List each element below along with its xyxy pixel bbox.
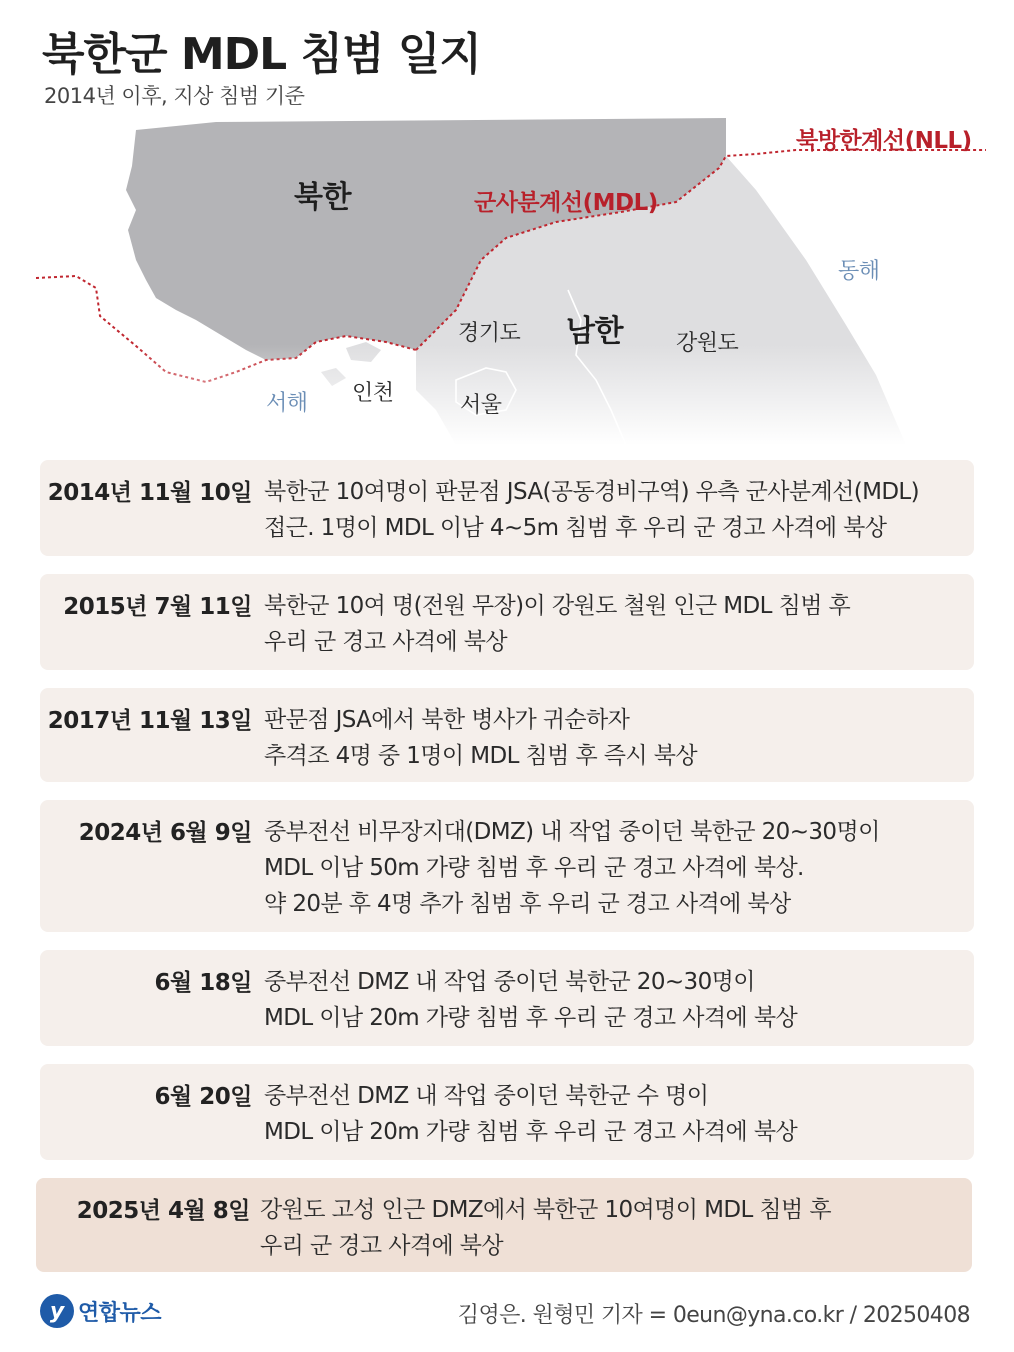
mdl-label: 군사분계선(MDL) <box>474 190 658 216</box>
south-korea-label: 남한 <box>566 314 623 349</box>
event-card <box>40 950 974 1046</box>
event-line: 중부전선 비무장지대(DMZ) 내 작업 중이던 북한군 20~30명이 <box>264 819 880 845</box>
incheon-label: 인천 <box>352 381 394 406</box>
event-description <box>264 588 964 660</box>
event-description <box>260 1192 960 1264</box>
west-sea-label: 서해 <box>266 391 308 416</box>
event-line: 중부전선 DMZ 내 작업 중이던 북한군 20~30명이 <box>264 969 755 995</box>
event-line: 추격조 4명 중 1명이 MDL 침범 후 즉시 북상 <box>264 743 697 769</box>
event-card <box>40 460 974 556</box>
event-line: MDL 이남 20m 가량 침범 후 우리 군 경고 사격에 북상 <box>264 1005 798 1031</box>
korea-border-map <box>36 110 986 445</box>
event-date: 2014년 11월 10일 <box>47 480 252 506</box>
east-sea-label: 동해 <box>838 259 880 284</box>
event-description <box>264 964 964 1036</box>
event-card <box>40 574 974 670</box>
north-korea-label: 북한 <box>294 180 351 215</box>
seoul-label: 서울 <box>460 393 502 418</box>
gyeonggi-label: 경기도 <box>458 321 521 346</box>
event-date: 6월 20일 <box>154 1084 252 1110</box>
event-date: 2017년 11월 13일 <box>47 708 252 734</box>
event-description <box>264 474 964 546</box>
event-line: 중부전선 DMZ 내 작업 중이던 북한군 수 명이 <box>264 1083 709 1109</box>
event-line: 북한군 10여명이 판문점 JSA(공동경비구역) 우측 군사분계선(MDL) <box>264 479 920 505</box>
event-line: 북한군 10여 명(전원 무장)이 강원도 철원 인근 MDL 침범 후 <box>264 593 851 619</box>
event-date: 2024년 6월 9일 <box>78 820 252 846</box>
event-date: 6월 18일 <box>154 970 252 996</box>
event-line: 강원도 고성 인근 DMZ에서 북한군 10여명이 MDL 침범 후 <box>260 1197 831 1223</box>
event-card <box>40 800 974 932</box>
yonhap-logo-icon: y <box>40 1294 74 1328</box>
credit-line: 김영은. 원형민 기자 = 0eun@yna.co.kr / 20250408 <box>457 1303 970 1328</box>
page-subtitle: 2014년 이후, 지상 침범 기준 <box>44 84 305 108</box>
nll-label: 북방한계선(NLL) <box>796 128 972 154</box>
event-description <box>264 814 964 922</box>
event-line: MDL 이남 20m 가량 침범 후 우리 군 경고 사격에 북상 <box>264 1119 798 1145</box>
event-card <box>40 1064 974 1160</box>
page-title: 북한군 MDL 침범 일지 <box>42 29 481 80</box>
gangwon-label: 강원도 <box>676 331 739 356</box>
event-line: 판문점 JSA에서 북한 병사가 귀순하자 <box>264 707 630 733</box>
event-line: MDL 이남 50m 가량 침범 후 우리 군 경고 사격에 북상. <box>264 855 804 881</box>
event-line: 약 20분 후 4명 추가 침범 후 우리 군 경고 사격에 북상 <box>264 891 791 917</box>
logo-text: 연합뉴스 <box>78 1300 162 1326</box>
event-date: 2025년 4월 8일 <box>76 1198 250 1224</box>
yonhap-logo <box>40 1294 161 1328</box>
event-description <box>264 702 964 774</box>
event-line: 우리 군 경고 사격에 북상 <box>260 1233 504 1259</box>
event-card <box>40 688 974 782</box>
event-line: 우리 군 경고 사격에 북상 <box>264 629 508 655</box>
event-description <box>264 1078 964 1150</box>
event-date: 2015년 7월 11일 <box>63 594 252 620</box>
event-line: 접근. 1명이 MDL 이남 4~5m 침범 후 우리 군 경고 사격에 북상 <box>264 515 887 541</box>
event-card-latest <box>36 1178 972 1272</box>
